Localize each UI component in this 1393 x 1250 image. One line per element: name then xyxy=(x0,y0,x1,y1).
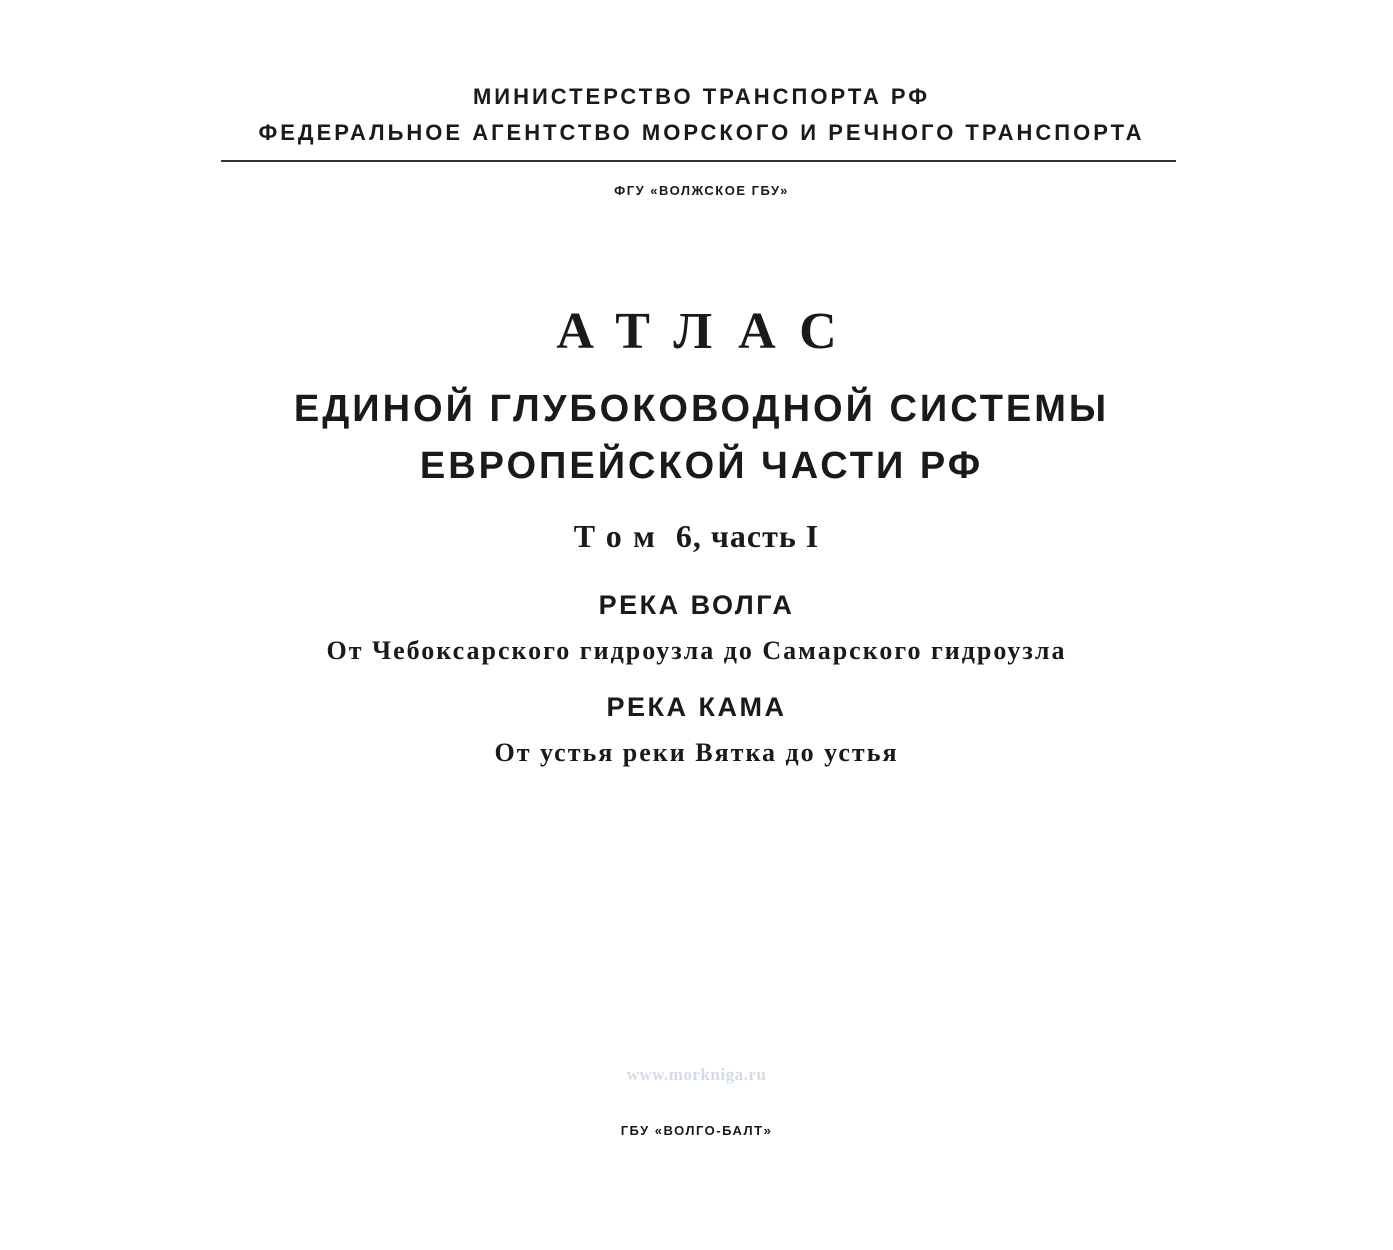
institution-heading: ФГУ «ВОЛЖСКОЕ ГБУ» xyxy=(614,183,789,198)
section-river-volga: РЕКА ВОЛГА xyxy=(598,590,795,620)
agency-heading: ФЕДЕРАЛЬНОЕ АГЕНТСТВО МОРСКОГО И РЕЧНОГО ТРАНСПОРТА xyxy=(258,120,1145,145)
volume-line xyxy=(0,518,1393,555)
volume-number: 6, часть I xyxy=(675,518,820,554)
header-divider xyxy=(221,160,1176,162)
volume-label: Том xyxy=(573,518,667,554)
section-range-kama: От устья реки Вятка до устья xyxy=(494,738,899,767)
section-river-kama: РЕКА КАМА xyxy=(606,692,787,722)
publisher-footer: ГБУ «ВОЛГО-БАЛТ» xyxy=(620,1123,773,1138)
atlas-subtitle-line1: ЕДИНОЙ ГЛУБОКОВОДНОЙ СИСТЕМЫ xyxy=(293,388,1110,430)
ministry-heading: МИНИСТЕРСТВО ТРАНСПОРТА РФ xyxy=(472,84,931,109)
section-range-volga: От Чебоксарского гидроузла до Самарского гидроузла xyxy=(326,636,1067,665)
website-watermark: www.morkniga.ru xyxy=(626,1065,767,1084)
atlas-subtitle-line2: ЕВРОПЕЙСКОЙ ЧАСТИ РФ xyxy=(419,445,984,487)
atlas-title: АТЛАС xyxy=(556,303,863,360)
